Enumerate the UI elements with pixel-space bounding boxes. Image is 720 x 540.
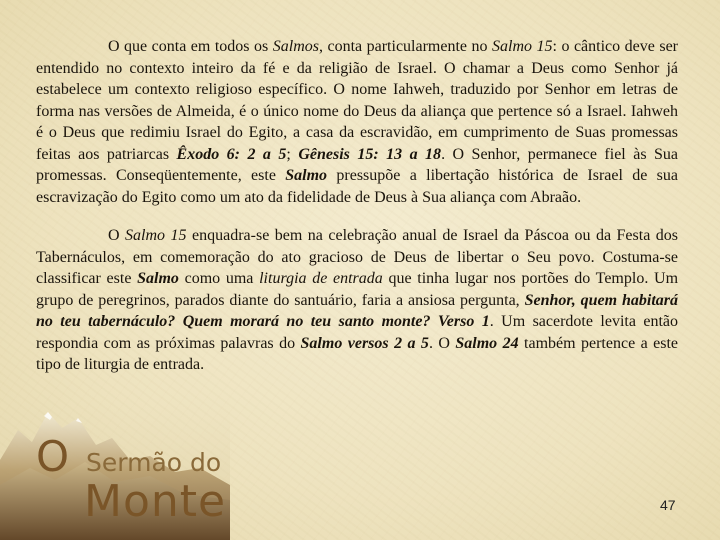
text-run: Êxodo 6: 2 a 5 (176, 145, 287, 163)
logo-monte: Monte (84, 476, 227, 527)
text-run: Salmo (285, 167, 328, 184)
text-run: também pertence a este tipo de liturgia de entrada. (36, 334, 679, 373)
text-run: Salmo 24 (455, 334, 519, 352)
paragraph-1 (36, 36, 678, 208)
text-run: : o cântico deve ser entendido no contexto inteiro da fé e da religião de Israel. O chamar a Deus como Senhor já estabelece um contexto religioso específico. O nome Iahweh, traduzido por Senhor em letras de forma nas versões de Almeida, é o único nome do Deus da aliança que pertence só a Israel. Iahweh é o Deus que redimiu Israel do Egito, a casa da escravidão, em cumprimento de Suas promessas feitas aos patriarcas (36, 38, 679, 163)
text-run: enquadra-se bem na celebração anual de Israel da Páscoa ou da Festa dos Tabernáculos, em comemoração do ato gracioso de Deus de libertar o Seu povo. Costuma-se classificar este (36, 227, 679, 287)
text-run: Salmos (272, 38, 319, 55)
body-text (36, 36, 678, 393)
text-run: Salmo (137, 270, 179, 287)
text-run: . Um sacerdote levita então respondia com as próximas palavras do (36, 313, 678, 352)
text-run: Salmo versos 2 a 5 (300, 334, 429, 352)
text-run: pressupõe a libertação histórica de Israel de sua escravização do Egito como um ato da fidelidade de Deus à Sua aliança com Abraão. (36, 167, 678, 206)
text-run: ; (286, 145, 299, 163)
text-run: Salmo 15 (125, 227, 187, 244)
logo-sermao-do: Sermão do (86, 448, 222, 477)
text-run: O (108, 227, 126, 244)
text-run: Senhor, quem habitará no teu tabernáculo? Quem morará no teu santo monte? Verso 1 (36, 291, 679, 330)
text-run: liturgia de entrada (259, 270, 383, 287)
logo-letter-o: O (36, 432, 70, 481)
paragraph-2 (36, 225, 678, 376)
text-run: O que conta em todos os (108, 38, 273, 55)
text-run: que tinha lugar nos portões do Templo. Um grupo de peregrinos, parados diante do santuário, faria a ansiosa pergunta, (36, 270, 679, 309)
text-run: como uma (178, 270, 260, 287)
text-run: Gênesis 15: 13 a 18 (298, 145, 442, 163)
text-run: . O (428, 334, 456, 352)
text-run: Salmo 15 (492, 38, 553, 55)
text-run: . O Senhor, permanece fiel às Sua promessas. Conseqüentemente, este (36, 145, 679, 184)
text-run: , conta particularmente no (318, 38, 493, 55)
page-number: 47 (660, 497, 676, 513)
